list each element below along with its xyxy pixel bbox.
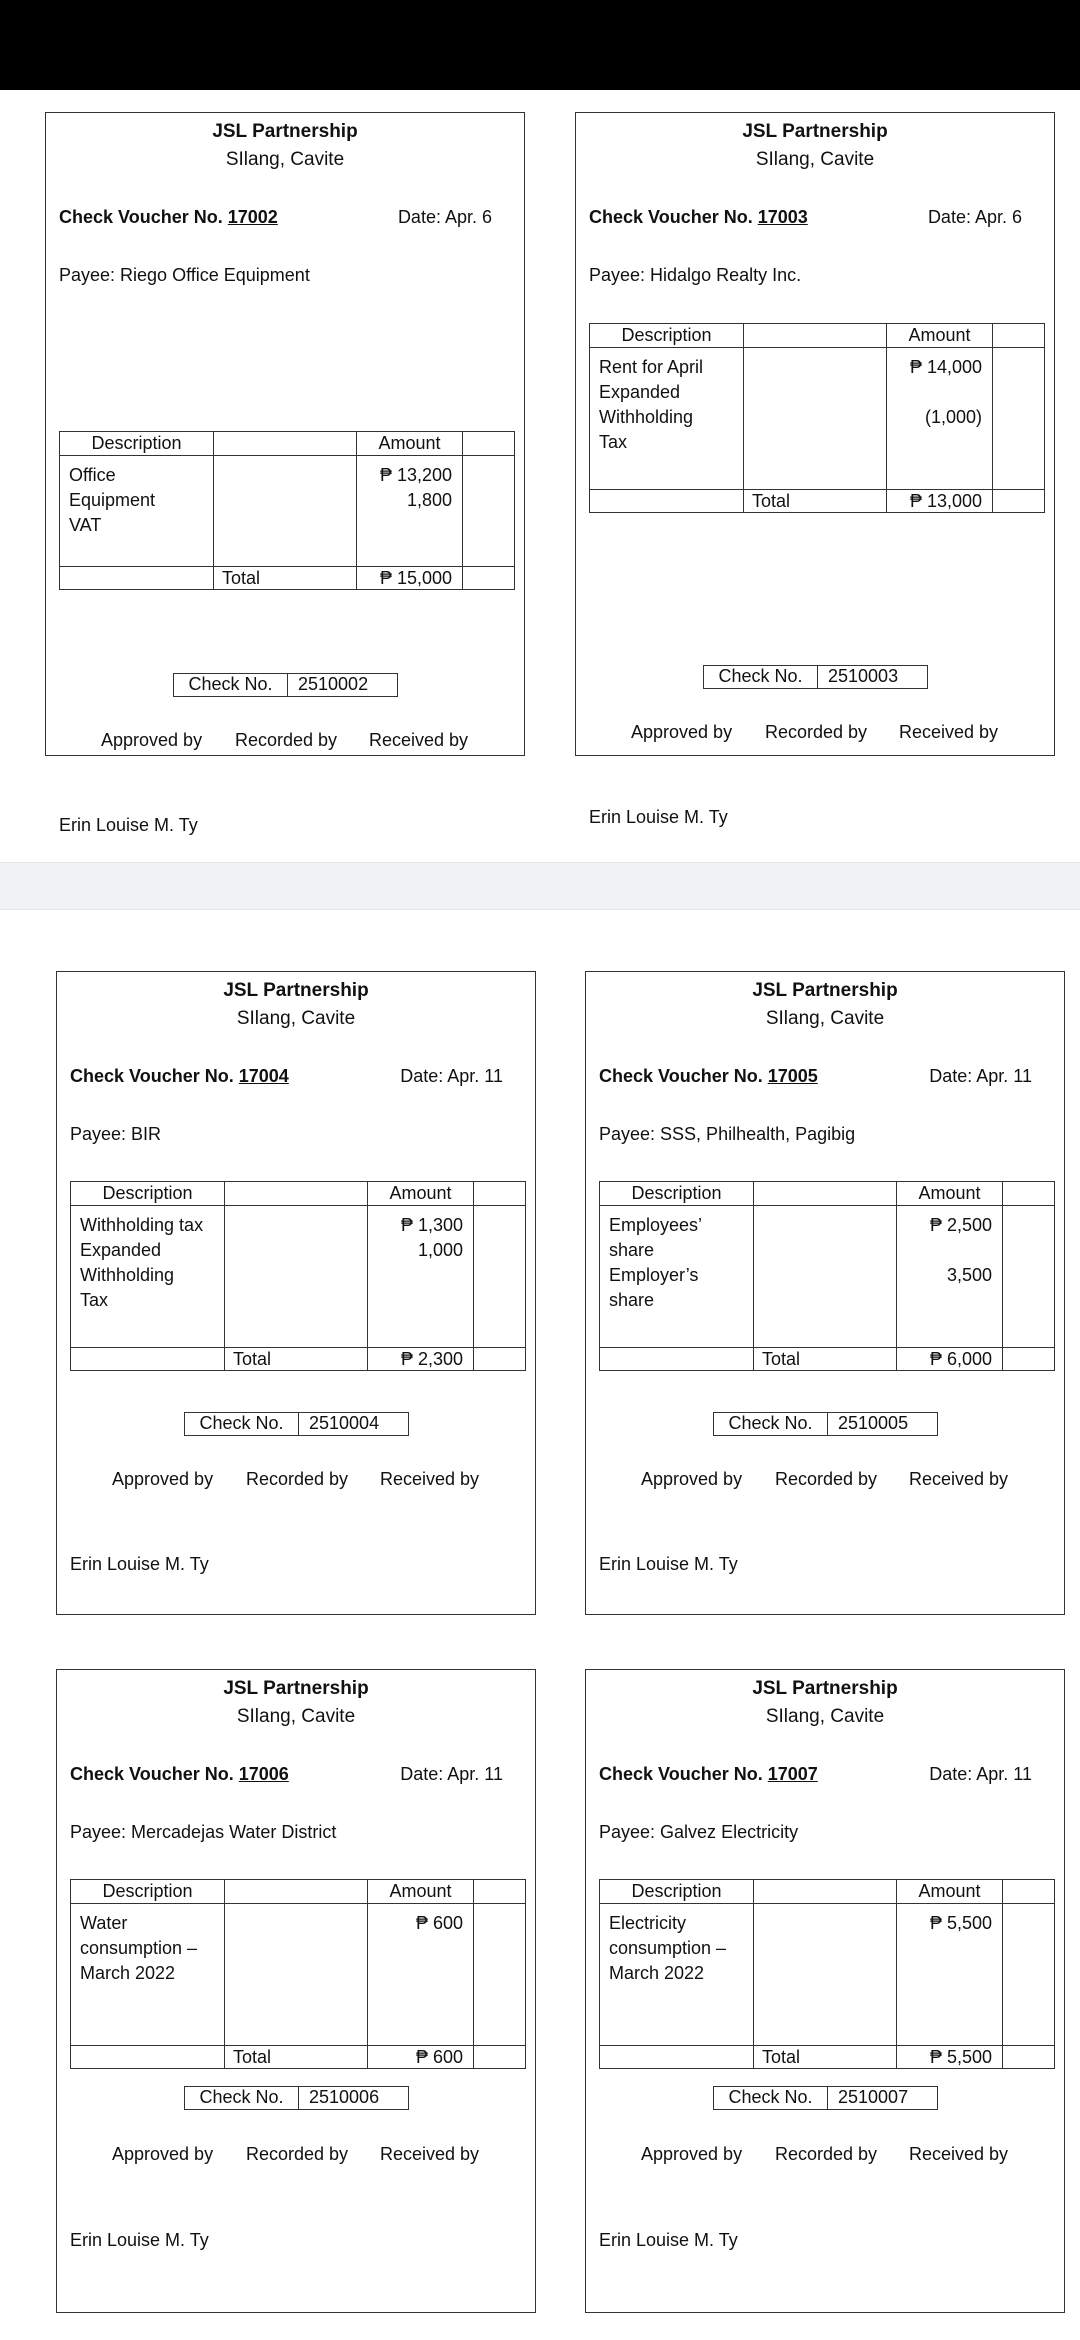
description-line: Employer’s bbox=[609, 1265, 699, 1285]
voucher-title bbox=[599, 1066, 818, 1087]
table-header-row bbox=[60, 432, 515, 456]
company-name: JSL Partnership bbox=[223, 980, 369, 1001]
approved-by-label: Approved by bbox=[631, 722, 733, 742]
company-name: JSL Partnership bbox=[752, 1678, 898, 1699]
description-header: Description bbox=[590, 324, 744, 348]
blank-header bbox=[463, 432, 515, 456]
check-number-label: Check No. bbox=[174, 674, 288, 696]
table-body-row bbox=[71, 1904, 526, 2046]
blank-cell bbox=[993, 348, 1045, 490]
blank-header bbox=[474, 1880, 526, 1904]
payee: Payee: SSS, Philhealth, Pagibig bbox=[599, 1124, 856, 1144]
signer-name: Erin Louise M. Ty bbox=[70, 2230, 209, 2250]
table-header-row bbox=[71, 1880, 526, 1904]
recorded-by-label: Recorded by bbox=[246, 2144, 349, 2164]
company-address: SIlang, Cavite bbox=[225, 149, 345, 170]
description-line: Office Equipment bbox=[69, 465, 156, 510]
recorded-by-label: Recorded by bbox=[765, 722, 868, 742]
table-body-row bbox=[600, 1904, 1055, 2046]
blank-cell bbox=[1003, 1904, 1055, 2046]
check-voucher bbox=[585, 1669, 1065, 2313]
voucher-title-label: Check Voucher No. bbox=[59, 207, 223, 227]
table-total-row bbox=[600, 1348, 1055, 1371]
voucher-number: 17005 bbox=[767, 1066, 818, 1086]
blank-header bbox=[214, 432, 357, 456]
description-cell bbox=[71, 1904, 225, 2046]
check-number-label: Check No. bbox=[185, 1413, 299, 1435]
total-amount: ₱ 6,000 bbox=[897, 1348, 1003, 1371]
total-label: Total bbox=[744, 490, 887, 513]
voucher-title-label: Check Voucher No. bbox=[70, 1764, 234, 1784]
amount-line: ₱ 600 bbox=[415, 1913, 463, 1933]
table-body-row bbox=[600, 1206, 1055, 1348]
voucher-date: Date: Apr. 6 bbox=[927, 207, 1022, 227]
amount-line: ₱ 2,500 bbox=[929, 1215, 992, 1235]
signer-name: Erin Louise M. Ty bbox=[589, 807, 728, 827]
voucher-title bbox=[70, 1764, 289, 1785]
amount-cell bbox=[897, 1904, 1003, 2046]
check-voucher bbox=[585, 971, 1065, 1615]
description-header: Description bbox=[600, 1880, 754, 1904]
voucher-title bbox=[589, 207, 808, 228]
blank-cell bbox=[225, 1206, 368, 1348]
description-line: share bbox=[609, 1290, 655, 1310]
blank-cell bbox=[474, 1348, 526, 1371]
amount-line bbox=[897, 1238, 992, 1263]
received-by-label: Received by bbox=[899, 722, 999, 742]
blank-cell bbox=[71, 1348, 225, 1371]
signer-name: Erin Louise M. Ty bbox=[59, 815, 198, 835]
table-body-row bbox=[71, 1206, 526, 1348]
received-by-label: Received by bbox=[380, 1469, 480, 1489]
check-voucher bbox=[45, 112, 525, 835]
blank-cell bbox=[474, 1904, 526, 2046]
description-cell bbox=[590, 348, 744, 490]
blank-cell bbox=[993, 490, 1045, 513]
voucher-date: Date: Apr. 6 bbox=[397, 207, 492, 227]
blank-cell bbox=[1003, 1348, 1055, 1371]
voucher-date: Date: Apr. 11 bbox=[400, 1066, 503, 1086]
voucher-table bbox=[599, 1181, 1055, 1371]
total-label: Total bbox=[754, 1348, 897, 1371]
table-header-row bbox=[590, 324, 1045, 348]
blank-header bbox=[754, 1182, 897, 1206]
voucher-title-label: Check Voucher No. bbox=[70, 1066, 234, 1086]
check-number-box bbox=[184, 2086, 409, 2110]
amount-line: 1,000 bbox=[417, 1240, 463, 1260]
blank-cell bbox=[474, 1206, 526, 1348]
signer-name: Erin Louise M. Ty bbox=[70, 1554, 209, 1574]
voucher-table bbox=[589, 323, 1045, 513]
check-number-label: Check No. bbox=[714, 1413, 828, 1435]
recorded-by-label: Recorded by bbox=[246, 1469, 349, 1489]
voucher-number: 17003 bbox=[757, 207, 808, 227]
blank-header bbox=[754, 1880, 897, 1904]
voucher-table bbox=[70, 1879, 526, 2069]
description-line: Tax bbox=[599, 432, 628, 452]
voucher-date: Date: Apr. 11 bbox=[400, 1764, 503, 1784]
company-name: JSL Partnership bbox=[223, 1678, 369, 1699]
check-voucher bbox=[575, 112, 1055, 827]
amount-line: ₱ 5,500 bbox=[929, 1913, 992, 1933]
table-header-row bbox=[600, 1880, 1055, 1904]
description-line: Withholding tax bbox=[80, 1215, 204, 1235]
description-cell bbox=[600, 1206, 754, 1348]
voucher-date: Date: Apr. 11 bbox=[929, 1764, 1032, 1784]
table-header-row bbox=[600, 1182, 1055, 1206]
voucher-number: 17007 bbox=[767, 1764, 818, 1784]
payee: Payee: BIR bbox=[70, 1124, 162, 1144]
check-number-box bbox=[173, 673, 398, 697]
blank-cell bbox=[744, 348, 887, 490]
payee: Payee: Mercadejas Water District bbox=[70, 1822, 337, 1842]
approved-by-label: Approved by bbox=[101, 730, 203, 750]
description-line: Withholding bbox=[599, 407, 694, 427]
amount-line: 1,800 bbox=[406, 490, 452, 510]
voucher-number: 17006 bbox=[238, 1764, 289, 1784]
total-amount: ₱ 600 bbox=[368, 2046, 474, 2069]
voucher-date: Date: Apr. 11 bbox=[929, 1066, 1032, 1086]
signer-name: Erin Louise M. Ty bbox=[599, 1554, 738, 1574]
check-number-value: 2510003 bbox=[828, 666, 899, 686]
company-address: SIlang, Cavite bbox=[765, 1706, 885, 1727]
blank-cell bbox=[71, 2046, 225, 2069]
description-line: Rent for April bbox=[599, 357, 704, 377]
blank-cell bbox=[214, 456, 357, 567]
blank-header bbox=[1003, 1880, 1055, 1904]
payee: Payee: Riego Office Equipment bbox=[59, 265, 310, 285]
recorded-by-label: Recorded by bbox=[235, 730, 338, 750]
blank-header bbox=[225, 1880, 368, 1904]
amount-cell bbox=[357, 456, 463, 567]
approved-by-label: Approved by bbox=[112, 2144, 214, 2164]
description-line: Tax bbox=[80, 1290, 109, 1310]
blank-header bbox=[225, 1182, 368, 1206]
description-line: consumption – bbox=[80, 1938, 198, 1958]
description-line: consumption – bbox=[609, 1938, 727, 1958]
voucher-title-label: Check Voucher No. bbox=[589, 207, 753, 227]
received-by-label: Received by bbox=[380, 2144, 480, 2164]
amount-cell bbox=[897, 1206, 1003, 1348]
description-cell bbox=[600, 1904, 754, 2046]
received-by-label: Received by bbox=[909, 1469, 1009, 1489]
amount-line bbox=[887, 380, 982, 405]
amount-header: Amount bbox=[368, 1182, 474, 1206]
table-header-row bbox=[71, 1182, 526, 1206]
check-voucher bbox=[56, 1669, 536, 2313]
table-total-row bbox=[71, 1348, 526, 1371]
blank-header bbox=[474, 1182, 526, 1206]
voucher-number: 17002 bbox=[227, 207, 278, 227]
blank-cell bbox=[754, 1904, 897, 2046]
description-header: Description bbox=[60, 432, 214, 456]
description-line: Expanded bbox=[80, 1240, 162, 1260]
amount-line: ₱ 1,300 bbox=[400, 1215, 463, 1235]
amount-cell bbox=[887, 348, 993, 490]
voucher-table bbox=[599, 1879, 1055, 2069]
blank-cell bbox=[463, 567, 515, 590]
recorded-by-label: Recorded by bbox=[775, 2144, 878, 2164]
description-line: Electricity bbox=[609, 1913, 687, 1933]
total-amount: ₱ 5,500 bbox=[897, 2046, 1003, 2069]
voucher-table bbox=[59, 431, 515, 590]
received-by-label: Received by bbox=[909, 2144, 1009, 2164]
check-number-box bbox=[713, 2086, 938, 2110]
company-name: JSL Partnership bbox=[752, 980, 898, 1001]
amount-line: (1,000) bbox=[924, 407, 982, 427]
check-number-box bbox=[703, 665, 928, 689]
amount-cell bbox=[368, 1206, 474, 1348]
total-label: Total bbox=[754, 2046, 897, 2069]
table-total-row bbox=[600, 2046, 1055, 2069]
blank-cell bbox=[474, 2046, 526, 2069]
table-total-row bbox=[60, 567, 515, 590]
voucher-title-label: Check Voucher No. bbox=[599, 1764, 763, 1784]
amount-header: Amount bbox=[897, 1182, 1003, 1206]
total-amount: ₱ 2,300 bbox=[368, 1348, 474, 1371]
voucher-title bbox=[599, 1764, 818, 1785]
company-address: SIlang, Cavite bbox=[236, 1008, 356, 1029]
table-body-row bbox=[60, 456, 515, 567]
description-header: Description bbox=[71, 1880, 225, 1904]
amount-cell bbox=[368, 1904, 474, 2046]
check-number-label: Check No. bbox=[704, 666, 818, 688]
payee: Payee: Hidalgo Realty Inc. bbox=[589, 265, 802, 285]
voucher-title bbox=[59, 207, 278, 228]
blank-cell bbox=[600, 1348, 754, 1371]
approved-by-label: Approved by bbox=[641, 2144, 743, 2164]
amount-line: ₱ 14,000 bbox=[909, 357, 982, 377]
description-line: Employees’ bbox=[609, 1215, 703, 1235]
amount-header: Amount bbox=[357, 432, 463, 456]
check-number-box bbox=[184, 1412, 409, 1436]
company-address: SIlang, Cavite bbox=[755, 149, 875, 170]
description-cell bbox=[60, 456, 214, 567]
amount-header: Amount bbox=[887, 324, 993, 348]
table-total-row bbox=[590, 490, 1045, 513]
voucher-title-label: Check Voucher No. bbox=[599, 1066, 763, 1086]
description-line: Withholding bbox=[80, 1265, 175, 1285]
recorded-by-label: Recorded by bbox=[775, 1469, 878, 1489]
page-separator bbox=[0, 862, 1080, 910]
amount-line: 3,500 bbox=[946, 1265, 992, 1285]
company-name: JSL Partnership bbox=[742, 121, 888, 142]
check-number-box bbox=[713, 1412, 938, 1436]
amount-line: ₱ 13,200 bbox=[379, 465, 452, 485]
payee: Payee: Galvez Electricity bbox=[599, 1822, 799, 1842]
description-header: Description bbox=[600, 1182, 754, 1206]
description-cell bbox=[71, 1206, 225, 1348]
blank-cell bbox=[600, 2046, 754, 2069]
blank-header bbox=[744, 324, 887, 348]
company-name: JSL Partnership bbox=[212, 121, 358, 142]
table-body-row bbox=[590, 348, 1045, 490]
blank-cell bbox=[590, 490, 744, 513]
total-label: Total bbox=[225, 1348, 368, 1371]
check-number-label: Check No. bbox=[185, 2087, 299, 2109]
check-number-value: 2510006 bbox=[309, 2087, 380, 2107]
blank-cell bbox=[754, 1206, 897, 1348]
voucher-title bbox=[70, 1066, 289, 1087]
voucher-number: 17004 bbox=[238, 1066, 289, 1086]
approved-by-label: Approved by bbox=[641, 1469, 743, 1489]
top-status-bar bbox=[0, 0, 1080, 90]
received-by-label: Received by bbox=[369, 730, 469, 750]
check-number-value: 2510002 bbox=[298, 674, 369, 694]
description-line: Expanded bbox=[599, 382, 681, 402]
description-line: VAT bbox=[69, 515, 102, 535]
check-number-value: 2510004 bbox=[309, 1413, 380, 1433]
voucher-table bbox=[70, 1181, 526, 1371]
company-address: SIlang, Cavite bbox=[236, 1706, 356, 1727]
blank-cell bbox=[225, 1904, 368, 2046]
approved-by-label: Approved by bbox=[112, 1469, 214, 1489]
total-label: Total bbox=[225, 2046, 368, 2069]
total-amount: ₱ 13,000 bbox=[887, 490, 993, 513]
check-voucher bbox=[56, 971, 536, 1615]
total-label: Total bbox=[214, 567, 357, 590]
amount-header: Amount bbox=[897, 1880, 1003, 1904]
total-amount: ₱ 15,000 bbox=[357, 567, 463, 590]
blank-cell bbox=[1003, 2046, 1055, 2069]
amount-header: Amount bbox=[368, 1880, 474, 1904]
description-line: share bbox=[609, 1240, 655, 1260]
company-address: SIlang, Cavite bbox=[765, 1008, 885, 1029]
description-line: March 2022 bbox=[80, 1963, 176, 1983]
description-line: March 2022 bbox=[609, 1963, 705, 1983]
blank-header bbox=[993, 324, 1045, 348]
blank-header bbox=[1003, 1182, 1055, 1206]
table-total-row bbox=[71, 2046, 526, 2069]
check-number-value: 2510005 bbox=[838, 1413, 909, 1433]
check-number-label: Check No. bbox=[714, 2087, 828, 2109]
description-header: Description bbox=[71, 1182, 225, 1206]
blank-cell bbox=[60, 567, 214, 590]
description-line: Water bbox=[80, 1913, 128, 1933]
blank-cell bbox=[1003, 1206, 1055, 1348]
signer-name: Erin Louise M. Ty bbox=[599, 2230, 738, 2250]
check-number-value: 2510007 bbox=[838, 2087, 909, 2107]
blank-cell bbox=[463, 456, 515, 567]
